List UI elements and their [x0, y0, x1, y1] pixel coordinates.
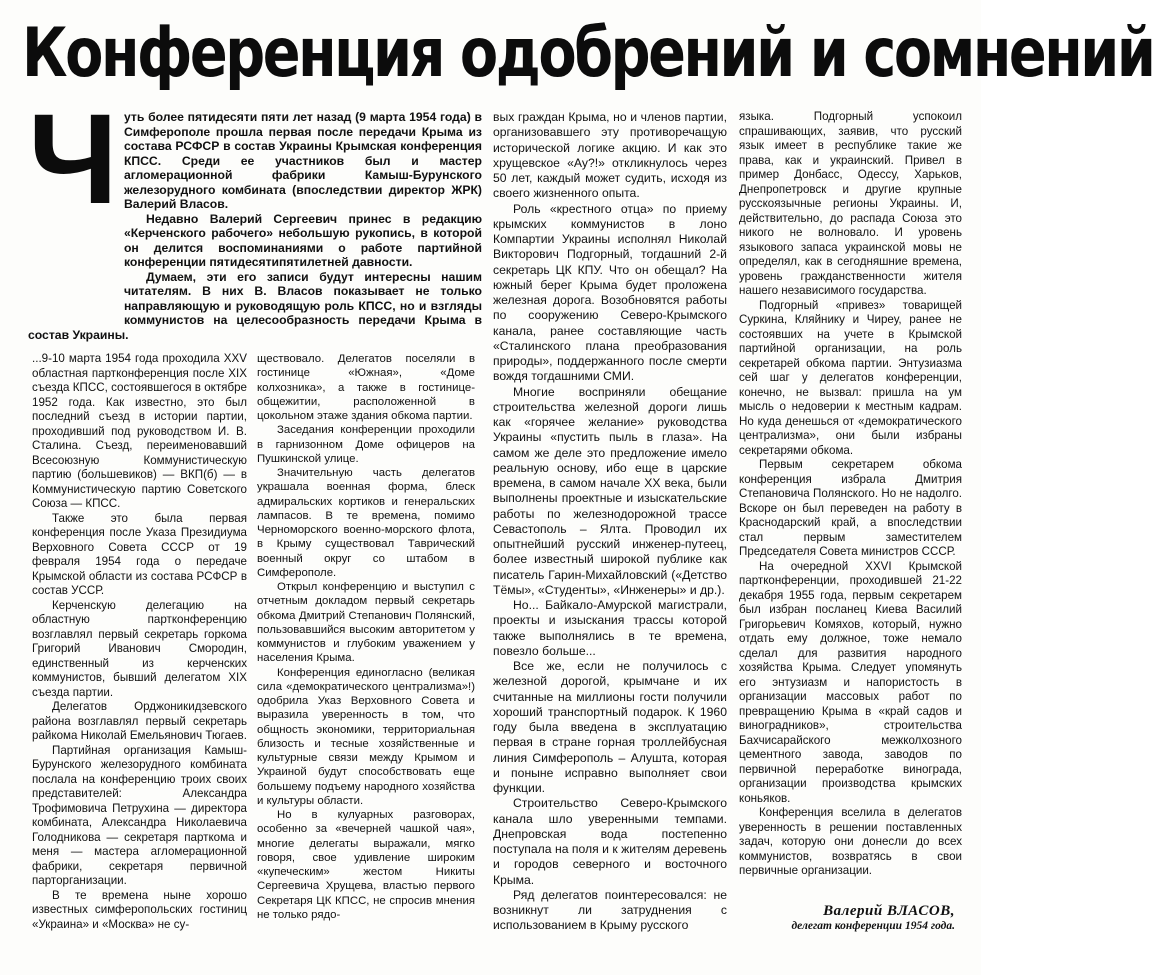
body-paragraph: Все же, если не получилось с железной дорогой, крымчане и их считанные на миллионы гости получили хороший транспортный подарок. К 1960 году была введена в эксплуатацию первая в стране горная троллейбусная линия Симферополь – Алушта, которая и поныне исправно выполняет свои функции.	[493, 659, 727, 795]
body-paragraph: Но в кулуарных разговорах, особенно за «вечерней чашкой чая», многие делегаты выражали, мягко говоря, свое удивление широким «купеческим» жестом Никиты Сергеевича Хрущева, властью первого Секретаря ЦК КПСС, не спросив мнения не только рядо-	[257, 809, 475, 921]
body-paragraph: языка. Подгорный успокоил спрашивающих, заявив, что русский язык имеет в республике такие же права, как и украинский. Привел в пример Донбасс, Одессу, Харьков, Днепропетровск и другие крупные русскоязычные регионы Украины. И, действительно, до распада Союза это никого не волновало. И уровень языкового запаса украинской мовы не определял, как в сегодняшние времена, уровень гражданственности жителя нашего независимого государства.	[739, 110, 962, 297]
body-paragraph: Конференция вселила в делегатов уверенность в решении поставленных задач, которую они донесли до всех коммунистов, возвратясь в свои первичные организации.	[739, 806, 962, 877]
body-paragraph: Делегатов Орджоникидзевского района возглавлял первый секретарь райкома Николай Емельянович Тюгаев.	[32, 700, 247, 742]
body-paragraph: На очередной XXVI Крымской партконференции, проходившей 21-22 декабря 1955 года, первым секретарем был избран посланец Киева Василий Григорьевич Комяхов, который, нужно отдать ему должное, тоже немало сделал для развития народного хозяйства Крыма. Следует упомянуть его энтузиазм и напористость в организации массовых работ по превращению Крыма в «край садов и виноградников», строительства Бахчисарайского межколхозного цементного завода, заводов по первичной переработке винограда, организации производства крымских коньяков.	[739, 559, 962, 805]
body-paragraph: Значительную часть делегатов украшала военная форма, блеск адмиральских кортиков и генеральских лампасов. В те времена, помимо Черноморского военно-морского флота, в Крыму существовал Таврический военный округ со штабом в Симферополе.	[257, 467, 475, 579]
body-paragraph: Но... Байкало-Амурской магистрали, проекты и изыскания трассы которой также выполнялись в те времена, повезло больше...	[493, 598, 727, 658]
body-paragraph: Открыл конференцию и выступил с отчетным докладом первый секретарь обкома Дмитрий Степанович Полянский, пользовавшийся высоким авторитетом у коммунистов и глубоким уважением у населения Крыма.	[257, 581, 475, 665]
body-paragraph: Роль «крестного отца» по приему крымских коммунистов в лоно Компартии Украины исполнял Николай Викторович Подгорный, тогдашний 2-й секретарь ЦК КПУ. Что он обещал? На южный берег Крыма будет проложена железная дорога. Возобновятся работы по сооружению Северо-Крымского канала, ранее составляющие часть «Сталинского плана преобразования природы», поддержанного после смерти вождя тогдашними СМИ.	[493, 201, 727, 384]
body-paragraph: Ряд делегатов поинтересовался: не возникнут ли затруднения с использованием в Крыму русского	[493, 887, 727, 933]
article-headline: Конференция одобрений и сомнений	[22, 14, 1154, 93]
article-lead	[28, 88, 482, 342]
text-column-3	[493, 110, 727, 958]
text-column-1	[32, 352, 247, 957]
author-role: делегат конференции 1954 года.	[791, 920, 955, 932]
dropcap-letter: Ч	[28, 88, 118, 231]
body-paragraph: ...9-10 марта 1954 года проходила XXV областная партконференция после XIX съезда КПСС, состоявшегося в октябре 1952 года. Как известно, это был последний съезд в истории партии, проходивший под руководством И. В. Сталина. Съезд, переименовавший Всесоюзную Коммунистическую партию (большевиков) — ВКП(б) — в Коммунистическую партию Советского Союза — КПСС.	[32, 352, 247, 510]
lead-paragraph: уть более пятидесяти пяти лет назад (9 марта 1954 года) в Симферополе прошла первая после передачи Крыма из состава РСФСР в состав Украины Крымская конференция КПСС. Среди ее участников был и мастер агломерационной фабрики Камыш-Бурунского железорудного комбината (впоследствии директор ЖРК) Валерий Власов.	[123, 110, 482, 211]
body-paragraph: Керченскую делегацию на областную партконференцию возглавлял первый секретарь горкома Григорий Иванович Смородин, единственный из керченских коммунистов, бывший делегатом XIX съезда партии.	[32, 598, 247, 699]
body-paragraph: ществовало. Делегатов поселяли в гостинице «Южная», «Доме колхозника», а также в гостинице-общежитии, расположенной в цокольном этаже здания обкома партии.	[257, 353, 475, 422]
body-paragraph: Подгорный «привез» товарищей Суркина, Кляйнику и Чиреу, ранее не состоявших на учете в Крымской партийной организации, на роль секретарей обкома партии. Энтузиазма сей шаг у делегатов конференции, конечно, не вызвал: пришла на ум мысль о недоверии к местным кадрам. Но куда денешься от «демократического централизма», они были избраны секретарями обкома.	[739, 298, 962, 457]
author-name: Валерий ВЛАСОВ,	[823, 903, 955, 919]
lead-paragraph: Думаем, эти его записи будут интересны нашим читателям. В них В. Власов показывает не только направляющую и руководящую роль КПСС, но и взгляды коммунистов на целесообразность передачи Крыма в состав Украины.	[28, 269, 482, 342]
body-paragraph: Также это была первая конференция после Указа Президиума Верховного Совета СССР от 19 февраля 1954 года о передаче Крымской области из состава РСФСР в состав УССР.	[32, 511, 247, 597]
body-paragraph: Первым секретарем обкома конференция избрала Дмитрия Степановича Полянского. Но не надолго. Вскоре он был переведен на работу в Краснодарский край, а впоследствии стал первым заместителем Председателя Совета министров СССР.	[739, 458, 962, 558]
text-column-2	[257, 352, 475, 957]
lead-paragraph: Недавно Валерий Сергеевич принес в редакцию «Керченского рабочего» небольшую рукопись, в которой он делится воспоминаниями о работе партийной конференции пятидесятипятилетней давности.	[123, 211, 482, 269]
text-column-4	[739, 110, 962, 900]
body-paragraph: Партийная организация Камыш-Бурунского железорудного комбината послала на конференцию троих своих представителей: Александра Трофимовича Петрухина — директора комбината, Александра Николаевича Голодникова — секретаря парткома и меня — мастера агломерационной фабрики, секретаря первичной парторганизации.	[32, 743, 247, 887]
body-paragraph: Многие восприняли обещание строительства железной дороги лишь как «горячее желание» руководства Украины «пустить пыль в глаза». На самом же деле это предложение имело реальную основу, ибо еще в царские времена, в самом начале XX века, были выполнены проектные и изыскательские работы по железнодорожной трассе Севастополь – Ялта. Проводил их опытнейший русский инженер-путеец, более известный широкой публике как писатель Гарин-Михайловский («Детство Тёмы», «Студенты», «Инженеры» и др.).	[493, 384, 727, 597]
body-paragraph: Конференция единогласно (великая сила «демократического централизма»!) одобрила Указ Верховного Совета и выразила уверенность в том, что общность экономики, территориальная близость и тесные хозяйственные и культурные связи между Крымом и Украиной будут способствовать еще большему подъему народного хозяйства и культуры области.	[257, 666, 475, 807]
body-paragraph: В те времена ныне хорошо известных симферопольских гостиниц «Украина» и «Москва» не су-	[32, 888, 247, 931]
body-paragraph: вых граждан Крыма, но и членов партии, организовавшего эту противоречащую исторической логике акцию. И как это хрущевское «Ау?!» откликнулось через 50 лет, каждый может судить, исходя из своего жизненного опыта.	[493, 110, 727, 201]
body-paragraph: Заседания конференции проходили в гарнизонном Доме офицеров на Пушкинской улице.	[257, 424, 475, 465]
body-paragraph: Строительство Северо-Крымского канала шло уверенными темпами. Днепровская вода постепенно поступала на поля и к жителям деревень и городов северного и восточного Крыма.	[493, 796, 727, 887]
author-signature	[791, 903, 955, 932]
